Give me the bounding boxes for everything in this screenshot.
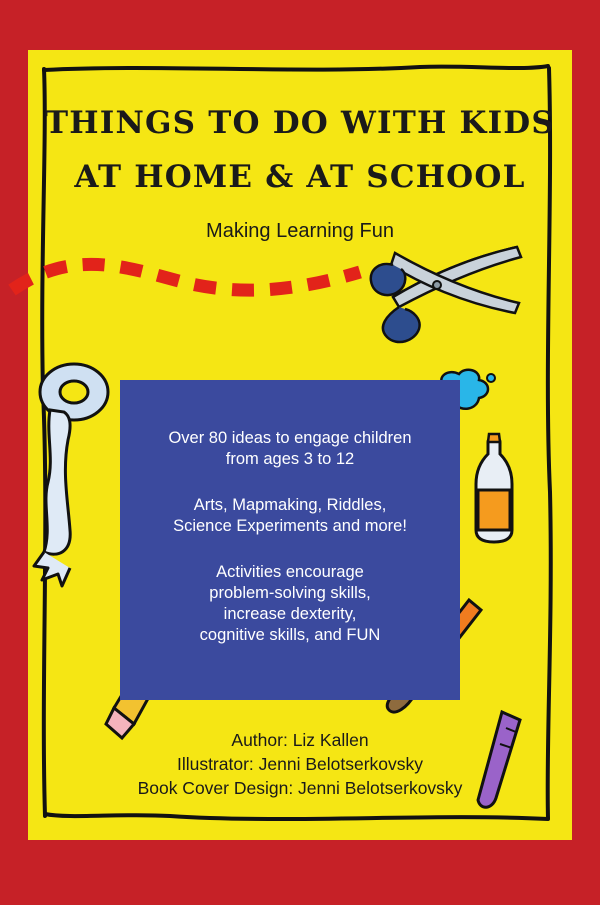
description-paragraph-1: Over 80 ideas to engage children from ages 3 to 12	[168, 429, 412, 468]
description-paragraph-2: Arts, Mapmaking, Riddles, Science Experiments and more!	[173, 496, 407, 535]
credit-illustrator: Illustrator: Jenni Belotserkovsky	[176, 754, 424, 774]
title-block	[0, 96, 600, 243]
subtitle: Making Learning Fun	[206, 220, 394, 242]
description-box	[120, 380, 460, 700]
credits-block	[0, 728, 600, 800]
credit-cover-design: Book Cover Design: Jenni Belotserkovsky	[137, 778, 463, 798]
title-line-1: THINGS TO DO WITH KIDS	[45, 105, 555, 141]
description-paragraph-3: Activities encourage problem-solving skills, increase dexterity, cognitive skills, and FUN	[199, 563, 381, 644]
credit-author: Author: Liz Kallen	[231, 730, 369, 750]
title-line-2: AT HOME & AT SCHOOL	[74, 159, 526, 195]
